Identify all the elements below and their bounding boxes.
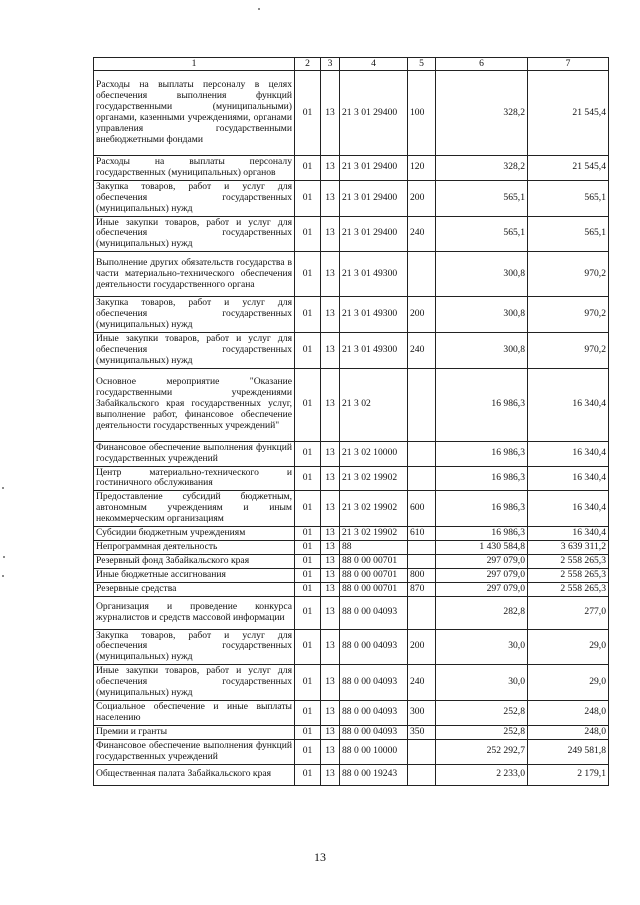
- row-amount-year1: 30,0: [436, 629, 528, 665]
- row-name: Иные закупки товаров, работ и услуг для обеспечения государственных (муниципальных) нужд: [94, 332, 295, 368]
- table-row: [94, 252, 609, 297]
- table-body: [94, 71, 609, 786]
- row-name: Субсидии бюджетным учреждениям: [94, 527, 295, 541]
- scan-speck: [2, 575, 4, 577]
- row-name: Расходы на выплаты персоналу государственных (муниципальных) органов: [94, 156, 295, 181]
- row-subsection: 13: [321, 701, 340, 726]
- row-target-code: 21 3 02: [340, 368, 408, 441]
- row-name: Непрограммная деятельность: [94, 540, 295, 554]
- row-expense-type: 200: [408, 629, 436, 665]
- page-number: 13: [314, 850, 326, 864]
- row-name: Иные закупки товаров, работ и услуг для обеспечения государственных (муниципальных) нужд: [94, 665, 295, 701]
- header-col-1: 1: [94, 58, 295, 71]
- row-name: Финансовое обеспечение выполнения функций государственных учреждений: [94, 739, 295, 764]
- row-amount-year1: 297 079,0: [436, 568, 528, 582]
- row-target-code: 88 0 00 00701: [340, 582, 408, 596]
- header-col-7: 7: [528, 58, 609, 71]
- row-target-code: 21 3 01 29400: [340, 71, 408, 156]
- row-subsection: 13: [321, 527, 340, 541]
- table-row: [94, 739, 609, 764]
- row-section: 01: [295, 441, 321, 466]
- row-amount-year2: 565,1: [528, 216, 609, 252]
- row-subsection: 13: [321, 71, 340, 156]
- row-section: 01: [295, 701, 321, 726]
- row-section: 01: [295, 491, 321, 527]
- row-name: Закупка товаров, работ и услуг для обеспечения государственных (муниципальных) нужд: [94, 629, 295, 665]
- table-row: [94, 665, 609, 701]
- row-name: Резервные средства: [94, 582, 295, 596]
- row-subsection: 13: [321, 568, 340, 582]
- row-section: 01: [295, 527, 321, 541]
- row-amount-year1: 252,8: [436, 701, 528, 726]
- row-target-code: 88 0 00 00701: [340, 568, 408, 582]
- row-amount-year1: 300,8: [436, 332, 528, 368]
- row-section: 01: [295, 665, 321, 701]
- row-target-code: 88 0 00 19243: [340, 764, 408, 785]
- row-amount-year2: 21 545,4: [528, 156, 609, 181]
- row-amount-year1: 16 986,3: [436, 466, 528, 491]
- row-amount-year1: 328,2: [436, 71, 528, 156]
- table-row: [94, 629, 609, 665]
- row-expense-type: 870: [408, 582, 436, 596]
- row-name: Общественная палата Забайкальского края: [94, 764, 295, 785]
- row-target-code: 88 0 00 04093: [340, 701, 408, 726]
- row-section: 01: [295, 540, 321, 554]
- row-amount-year2: 2 558 265,3: [528, 582, 609, 596]
- row-section: 01: [295, 725, 321, 739]
- row-subsection: 13: [321, 297, 340, 333]
- row-target-code: 21 3 01 49300: [340, 252, 408, 297]
- row-expense-type: [408, 441, 436, 466]
- row-amount-year1: 300,8: [436, 252, 528, 297]
- row-amount-year1: 328,2: [436, 156, 528, 181]
- row-expense-type: [408, 252, 436, 297]
- row-subsection: 13: [321, 764, 340, 785]
- row-name: Финансовое обеспечение выполнения функций государственных учреждений: [94, 441, 295, 466]
- table-row: [94, 441, 609, 466]
- row-amount-year1: 252 292,7: [436, 739, 528, 764]
- row-section: 01: [295, 252, 321, 297]
- table-row: [94, 297, 609, 333]
- header-col-4: 4: [340, 58, 408, 71]
- row-name: Основное мероприятие "Оказание государственными учреждениями Забайкальского края государственных услуг, выполнение работ, финансовое обеспечение деятельности государственных учреждений": [94, 368, 295, 441]
- header-col-5: 5: [408, 58, 436, 71]
- scan-speck: [3, 556, 5, 558]
- row-amount-year1: 1 430 584,8: [436, 540, 528, 554]
- row-section: 01: [295, 180, 321, 216]
- row-section: 01: [295, 368, 321, 441]
- table-row: [94, 554, 609, 568]
- row-amount-year1: 297 079,0: [436, 582, 528, 596]
- row-amount-year1: 16 986,3: [436, 441, 528, 466]
- row-expense-type: 120: [408, 156, 436, 181]
- row-target-code: 21 3 01 49300: [340, 297, 408, 333]
- row-name: Выполнение других обязательств государства в части материально-технического обеспечения деятельности государственного органа: [94, 252, 295, 297]
- row-expense-type: [408, 540, 436, 554]
- row-amount-year2: 277,0: [528, 596, 609, 629]
- row-section: 01: [295, 629, 321, 665]
- row-expense-type: 240: [408, 216, 436, 252]
- table-row: [94, 216, 609, 252]
- row-amount-year2: 970,2: [528, 297, 609, 333]
- row-subsection: 13: [321, 491, 340, 527]
- row-name: Предоставление субсидий бюджетным, автономным учреждениям и иным некоммерческим организациям: [94, 491, 295, 527]
- row-section: 01: [295, 582, 321, 596]
- row-expense-type: 800: [408, 568, 436, 582]
- row-target-code: 88 0 00 00701: [340, 554, 408, 568]
- row-amount-year1: 565,1: [436, 216, 528, 252]
- row-amount-year2: 16 340,4: [528, 527, 609, 541]
- row-amount-year2: 970,2: [528, 252, 609, 297]
- row-subsection: 13: [321, 554, 340, 568]
- row-target-code: 21 3 01 29400: [340, 180, 408, 216]
- row-amount-year2: 2 558 265,3: [528, 568, 609, 582]
- row-expense-type: [408, 764, 436, 785]
- row-subsection: 13: [321, 332, 340, 368]
- row-subsection: 13: [321, 252, 340, 297]
- row-name: Закупка товаров, работ и услуг для обеспечения государственных (муниципальных) нужд: [94, 180, 295, 216]
- row-subsection: 13: [321, 540, 340, 554]
- row-target-code: 21 3 02 19902: [340, 491, 408, 527]
- header-col-3: 3: [321, 58, 340, 71]
- row-section: 01: [295, 332, 321, 368]
- row-amount-year1: 2 233,0: [436, 764, 528, 785]
- row-subsection: 13: [321, 466, 340, 491]
- row-amount-year1: 16 986,3: [436, 368, 528, 441]
- table-row: [94, 568, 609, 582]
- row-subsection: 13: [321, 725, 340, 739]
- row-amount-year2: 16 340,4: [528, 466, 609, 491]
- row-amount-year2: 16 340,4: [528, 368, 609, 441]
- row-amount-year2: 16 340,4: [528, 441, 609, 466]
- row-target-code: 88 0 00 04093: [340, 629, 408, 665]
- row-expense-type: [408, 596, 436, 629]
- row-name: Иные закупки товаров, работ и услуг для обеспечения государственных (муниципальных) нужд: [94, 216, 295, 252]
- row-section: 01: [295, 596, 321, 629]
- row-section: 01: [295, 739, 321, 764]
- row-amount-year1: 16 986,3: [436, 491, 528, 527]
- row-expense-type: [408, 739, 436, 764]
- row-expense-type: [408, 554, 436, 568]
- row-subsection: 13: [321, 441, 340, 466]
- row-subsection: 13: [321, 739, 340, 764]
- row-target-code: 88 0 00 04093: [340, 596, 408, 629]
- row-target-code: 21 3 01 29400: [340, 216, 408, 252]
- row-target-code: 21 3 02 10000: [340, 441, 408, 466]
- row-section: 01: [295, 466, 321, 491]
- row-section: 01: [295, 216, 321, 252]
- table-row: [94, 180, 609, 216]
- row-expense-type: 200: [408, 297, 436, 333]
- row-name: Резервный фонд Забайкальского края: [94, 554, 295, 568]
- row-amount-year1: 16 986,3: [436, 527, 528, 541]
- table-row: [94, 527, 609, 541]
- row-target-code: 21 3 02 19902: [340, 466, 408, 491]
- table-row: [94, 582, 609, 596]
- row-amount-year2: 21 545,4: [528, 71, 609, 156]
- row-amount-year1: 30,0: [436, 665, 528, 701]
- row-section: 01: [295, 554, 321, 568]
- table-row: [94, 71, 609, 156]
- table-row: [94, 156, 609, 181]
- row-amount-year2: 248,0: [528, 725, 609, 739]
- row-name: Закупка товаров, работ и услуг для обеспечения государственных (муниципальных) нужд: [94, 297, 295, 333]
- row-amount-year2: 249 581,8: [528, 739, 609, 764]
- row-section: 01: [295, 297, 321, 333]
- row-amount-year1: 297 079,0: [436, 554, 528, 568]
- row-expense-type: [408, 466, 436, 491]
- budget-table: [93, 57, 609, 786]
- row-target-code: 21 3 02 19902: [340, 527, 408, 541]
- header-col-6: 6: [436, 58, 528, 71]
- row-amount-year2: 2 179,1: [528, 764, 609, 785]
- row-target-code: 21 3 01 49300: [340, 332, 408, 368]
- header-col-2: 2: [295, 58, 321, 71]
- row-amount-year2: 565,1: [528, 180, 609, 216]
- row-target-code: 88 0 00 04093: [340, 665, 408, 701]
- row-expense-type: 600: [408, 491, 436, 527]
- table-row: [94, 764, 609, 785]
- row-amount-year2: 3 639 311,2: [528, 540, 609, 554]
- table-row: [94, 725, 609, 739]
- row-amount-year1: 300,8: [436, 297, 528, 333]
- row-subsection: 13: [321, 596, 340, 629]
- row-name: Иные бюджетные ассигнования: [94, 568, 295, 582]
- row-subsection: 13: [321, 180, 340, 216]
- row-amount-year1: 565,1: [436, 180, 528, 216]
- table-row: [94, 332, 609, 368]
- row-subsection: 13: [321, 629, 340, 665]
- table-row: [94, 596, 609, 629]
- row-name: Премии и гранты: [94, 725, 295, 739]
- row-amount-year2: 2 558 265,3: [528, 554, 609, 568]
- row-subsection: 13: [321, 368, 340, 441]
- table-row: [94, 701, 609, 726]
- scan-speck: [2, 487, 4, 489]
- row-amount-year1: 282,8: [436, 596, 528, 629]
- row-name: Организация и проведение конкурса журналистов и средств массовой информации: [94, 596, 295, 629]
- table-row: [94, 368, 609, 441]
- row-name: Социальное обеспечение и иные выплаты населению: [94, 701, 295, 726]
- row-expense-type: 240: [408, 332, 436, 368]
- table-row: [94, 540, 609, 554]
- row-target-code: 88: [340, 540, 408, 554]
- row-expense-type: [408, 368, 436, 441]
- row-expense-type: 100: [408, 71, 436, 156]
- row-section: 01: [295, 764, 321, 785]
- row-amount-year2: 16 340,4: [528, 491, 609, 527]
- table-header-row: [94, 58, 609, 71]
- row-target-code: 21 3 01 29400: [340, 156, 408, 181]
- row-amount-year2: 248,0: [528, 701, 609, 726]
- row-section: 01: [295, 71, 321, 156]
- row-name: Расходы на выплаты персоналу в целях обеспечения выполнения функций государственными (муниципальными) органами, казенными учреждениями, органами управления государственными внебюджетными фондами: [94, 71, 295, 156]
- row-section: 01: [295, 568, 321, 582]
- row-subsection: 13: [321, 216, 340, 252]
- row-amount-year2: 29,0: [528, 629, 609, 665]
- row-expense-type: 240: [408, 665, 436, 701]
- row-subsection: 13: [321, 665, 340, 701]
- row-amount-year2: 970,2: [528, 332, 609, 368]
- row-amount-year2: 29,0: [528, 665, 609, 701]
- row-name: Центр материально-технического и гостиничного обслуживания: [94, 466, 295, 491]
- row-expense-type: 200: [408, 180, 436, 216]
- row-subsection: 13: [321, 156, 340, 181]
- table-row: [94, 466, 609, 491]
- row-section: 01: [295, 156, 321, 181]
- row-target-code: 88 0 00 04093: [340, 725, 408, 739]
- row-target-code: 88 0 00 10000: [340, 739, 408, 764]
- table-row: [94, 491, 609, 527]
- row-expense-type: 350: [408, 725, 436, 739]
- row-amount-year1: 252,8: [436, 725, 528, 739]
- row-subsection: 13: [321, 582, 340, 596]
- row-expense-type: 300: [408, 701, 436, 726]
- scan-speck: [258, 8, 260, 10]
- row-expense-type: 610: [408, 527, 436, 541]
